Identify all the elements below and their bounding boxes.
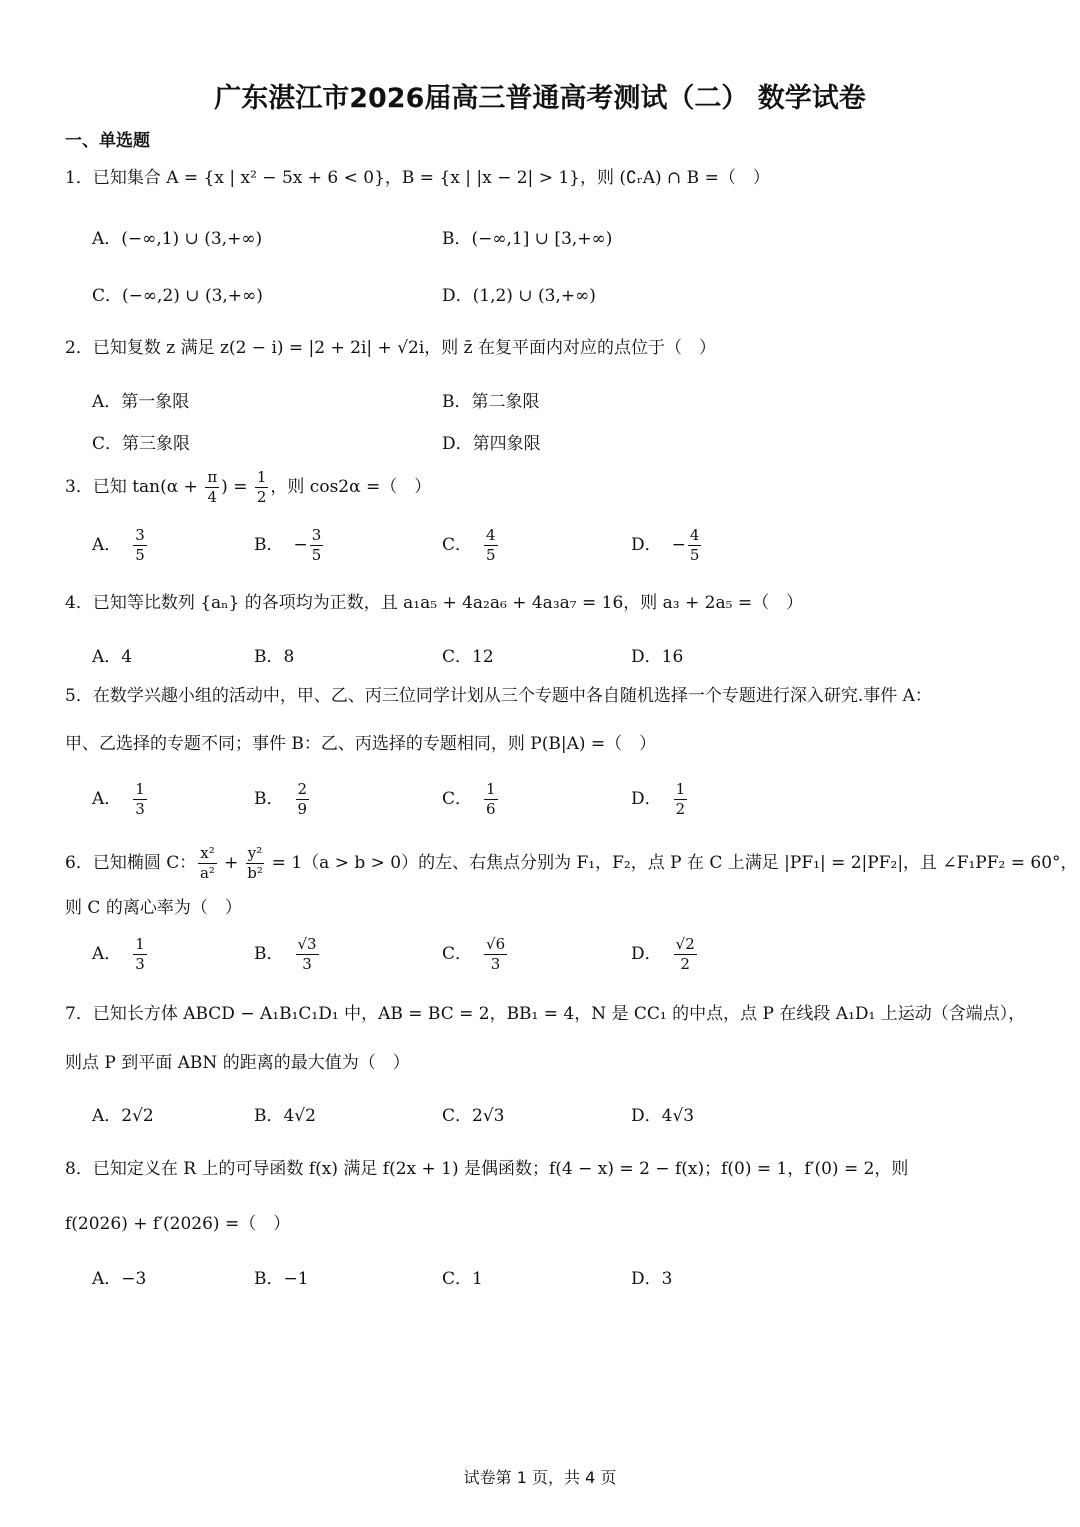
question-3-option-b: B． − $\frac{3}{5}$ <box>254 526 322 564</box>
question-6-option-c: C． $\frac{√6}{3}$ <box>442 935 506 973</box>
page-title: 广东湛江市2026届高三普通高考测试（二） 数学试卷 <box>214 83 866 114</box>
question-7-option-b: B．4√2 <box>254 1106 316 1126</box>
q3-pi-over-4 <box>205 468 219 507</box>
question-5-option-a: A． $\frac{1}{3}$ <box>92 780 145 818</box>
question-3-stem <box>65 468 1020 507</box>
q3-frac2-num: 1 <box>256 468 267 486</box>
question-6-stem: 6．已知椭圆 C： $\frac{\text{x²}}{\text{a²}}$ + $\frac{\text{y²}}{\text{b²}}$ = 1（a > b > 0）的左、右焦点分别为 F₁，F₂，点 P 在 C 上满足 |PF₁| = 2|PF₂|，且 ∠F₁PF₂ = 60°， <box>65 844 1078 882</box>
question-7-option-a: A．2√2 <box>92 1106 154 1126</box>
q3-stem-pre: 3．已知 tan(α + <box>65 477 204 497</box>
question-7-stem-line1: 7．已知长方体 ABCD − A₁B₁C₁D₁ 中，AB = BC = 2，BB₁ = 4，N 是 CC₁ 的中点，点 P 在线段 A₁D₁ 上运动（含端点）， <box>65 1004 1026 1024</box>
question-7-stem-line2: 则点 P 到平面 ABN 的距离的最大值为（ ） <box>65 1053 410 1073</box>
page-footer: 试卷第 1 页，共 4 页 <box>463 1468 617 1487</box>
question-8-option-a: A．−3 <box>92 1269 147 1289</box>
question-1-option-a: A．(−∞,1) ∪ (3,+∞) <box>92 229 263 249</box>
q3-frac2-den: 2 <box>256 488 267 506</box>
question-4-stem: 4．已知等比数列 {aₙ} 的各项均为正数，且 a₁a₅ + 4a₂a₆ + 4a₃a₇ = 16，则 a₃ + 2a₅ =（ ） <box>65 593 804 613</box>
question-8-stem-line1: 8．已知定义在 R 上的可导函数 f(x) 满足 f(2x + 1) 是偶函数；f(4 − x) = 2 − f(x)；f(0) = 1，f′(0) = 2，则 <box>65 1159 909 1179</box>
question-5-option-c: C． $\frac{1}{6}$ <box>442 780 496 818</box>
question-3-option-a: A． $\frac{3}{5}$ <box>92 526 145 564</box>
question-8-option-b: B．−1 <box>254 1269 309 1289</box>
question-2-stem: 2．已知复数 z 满足 z(2 − i) = |2 + 2i| + √2i，则 z̄ 在复平面内对应的点位于（ ） <box>65 338 717 358</box>
question-6-option-b: B． $\frac{√3}{3}$ <box>254 935 317 973</box>
question-1-option-d: D．(1,2) ∪ (3,+∞) <box>442 286 596 306</box>
question-5-option-d: D． $\frac{1}{2}$ <box>631 780 686 818</box>
question-8-option-d: D．3 <box>631 1269 673 1289</box>
question-8-option-c: C．1 <box>442 1269 483 1289</box>
question-2-option-c: C．第三象限 <box>92 434 191 454</box>
question-4-option-c: C．12 <box>442 647 494 667</box>
question-5-stem-line1: 5．在数学兴趣小组的活动中，甲、乙、丙三位同学计划从三个专题中各自随机选择一个专题进行深入研究.事件 A： <box>65 686 932 706</box>
q3-frac1-num: π <box>207 468 218 486</box>
question-3-option-c: C． $\frac{4}{5}$ <box>442 526 496 564</box>
question-7-option-d: D．4√3 <box>631 1106 695 1126</box>
question-3-option-d: D． − $\frac{4}{5}$ <box>631 526 700 564</box>
q3-stem-mid: ) = <box>221 477 253 497</box>
question-1-option-c: C．(−∞,2) ∪ (3,+∞) <box>92 286 263 306</box>
question-2-option-b: B．第二象限 <box>442 392 540 412</box>
question-4-option-d: D．16 <box>631 647 684 667</box>
question-5-stem-line2: 甲、乙选择的专题不同；事件 B：乙、丙选择的专题相同，则 P(B|A) =（ ） <box>65 734 657 754</box>
question-6-option-a: A． $\frac{1}{3}$ <box>92 935 145 973</box>
question-6-stem-line2: 则 C 的离心率为（ ） <box>65 898 242 918</box>
q3-frac1-den: 4 <box>207 488 218 506</box>
question-2-option-d: D．第四象限 <box>442 434 541 454</box>
question-1-stem: 1．已知集合 A = {x | x² − 5x + 6 < 0}，B = {x | |x − 2| > 1}，则 (∁ᵣA) ∩ B =（ ） <box>65 168 770 188</box>
question-4-option-b: B．8 <box>254 647 295 667</box>
question-4-option-a: A．4 <box>92 647 133 667</box>
question-5-option-b: B． $\frac{2}{9}$ <box>254 780 308 818</box>
section-heading: 一、单选题 <box>65 131 150 151</box>
question-7-option-c: C．2√3 <box>442 1106 505 1126</box>
question-2-option-a: A．第一象限 <box>92 392 190 412</box>
question-8-stem-line2: f(2026) + f′(2026) =（ ） <box>65 1214 291 1234</box>
q3-one-half <box>255 468 269 507</box>
q3-stem-post: ，则 cos2α =（ ） <box>270 477 432 497</box>
question-6-option-d: D． $\frac{√2}{2}$ <box>631 935 695 973</box>
question-1-option-b: B．(−∞,1] ∪ [3,+∞) <box>442 229 613 249</box>
